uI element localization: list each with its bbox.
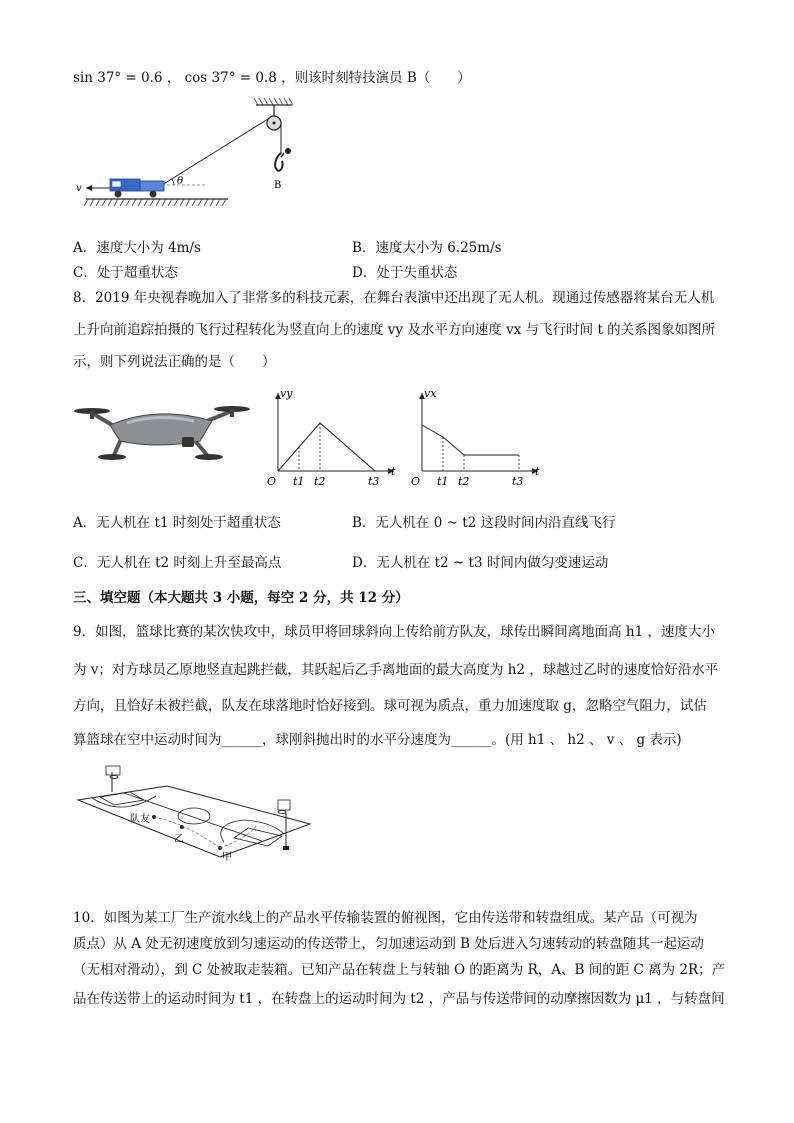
q7-option-c: C．处于超重状态 (73, 265, 178, 281)
q7-option-a: A．速度大小为 4m/s (73, 240, 201, 256)
q10-line-2: 质点）从 A 处无初速度放到匀速运动的传送带上，匀加速运动到 B 处后进入匀速转动的转盘随其一起运动 (73, 936, 704, 952)
vx-graph-origin: O (411, 475, 421, 488)
q7-option-b: B．速度大小为 6.25m/s (352, 240, 502, 256)
q7-figure (70, 95, 310, 220)
q9-line-4: 算篮球在空中运动时间为______，球刚斜抛出时的水平分速度为______。(用 h1 、 h2 、 v 、 g 表示) (73, 732, 682, 748)
q8-line-3: 示，则下列说法正确的是（ ） (73, 354, 276, 370)
q7-label-v: v (76, 183, 82, 194)
vy-graph-t2: t2 (314, 475, 326, 488)
q9-label-duiyou: 队友 (130, 814, 150, 825)
vx-graph-t: t (535, 465, 540, 478)
vx-graph-ylabel: vx (424, 387, 437, 400)
q10-line-3: （无相对滑动），到 C 处被取走装箱。已知产品在转盘上与转轴 O 的距离为 R，A、B 间的距 C 离为 2R；产 (73, 962, 726, 978)
q9-label-yi: 乙 (174, 834, 184, 845)
q8-line-1: 8．2019 年央视春晚加入了非常多的科技元素，在舞台表演中还出现了无人机。现通过传感器将某台无人机 (73, 290, 715, 306)
q7-label-theta: θ (177, 176, 184, 187)
section-3-heading: 三、填空题（本大题共 3 小题，每空 2 分，共 12 分） (73, 590, 409, 606)
vx-graph-t1: t1 (437, 475, 449, 488)
q9-line-1: 9．如图，篮球比赛的某次快攻中，球员甲将回球斜向上传给前方队友，球传出瞬间离地面高 h1 ，速度大小 (73, 624, 715, 640)
vy-graph-t3: t3 (368, 475, 380, 488)
vy-graph-t: t (391, 465, 396, 478)
q7-label-b: B (274, 180, 282, 191)
q9-line-2: 为 v；对方球员乙原地竖直起跳拦截，其跃起后乙手离地面的最大高度为 h2 ，球越过乙时的速度恰好沿水平 (73, 662, 719, 678)
q10-line-1: 10．如图为某工厂生产流水线上的产品水平传输装置的俯视图，它由传送带和转盘组成。某产品（可视为 (73, 910, 698, 926)
vy-graph (264, 385, 404, 490)
q8-option-a: A．无人机在 t1 时刻处于超重状态 (73, 515, 281, 531)
drone-image (72, 385, 252, 470)
vx-graph-t3: t3 (512, 475, 524, 488)
vy-graph-t1: t1 (293, 475, 305, 488)
q8-line-2: 上升向前追踪拍摄的飞行过程转化为竖直向上的速度 vy 及水平方向速度 vx 与飞行时间 t 的关系图象如图所 (73, 322, 716, 338)
q8-option-c: C．无人机在 t2 时刻上升至最高点 (73, 555, 282, 571)
vy-graph-origin: O (267, 475, 277, 488)
q7-stem-tail: sin 37° = 0.6 ， cos 37° = 0.8 ，则该时刻特技演员 B（ ） (73, 70, 471, 86)
q8-option-b: B．无人机在 0 ~ t2 这段时间内沿直线飞行 (352, 515, 616, 531)
q9-label-jia: 甲 (222, 852, 232, 863)
basketball-court-figure (72, 762, 322, 872)
q9-line-3: 方向，且恰好未被拦截，队友在球落地时恰好接到。球可视为质点，重力加速度取 g，忽略空气阻力，试估 (73, 698, 707, 714)
q10-line-4: 品在传送带上的运动时间为 t1 ，在转盘上的运动时间为 t2 ，产品与传送带间的动摩擦因数为 μ1 ，与转盘间 (73, 991, 725, 1007)
q7-option-d: D．处于失重状态 (352, 265, 458, 281)
q8-option-d: D．无人机在 t2 ~ t3 时间内做匀变速运动 (352, 555, 609, 571)
vy-graph-ylabel: vy (280, 387, 293, 400)
vx-graph (410, 385, 550, 490)
vx-graph-t2: t2 (458, 475, 470, 488)
